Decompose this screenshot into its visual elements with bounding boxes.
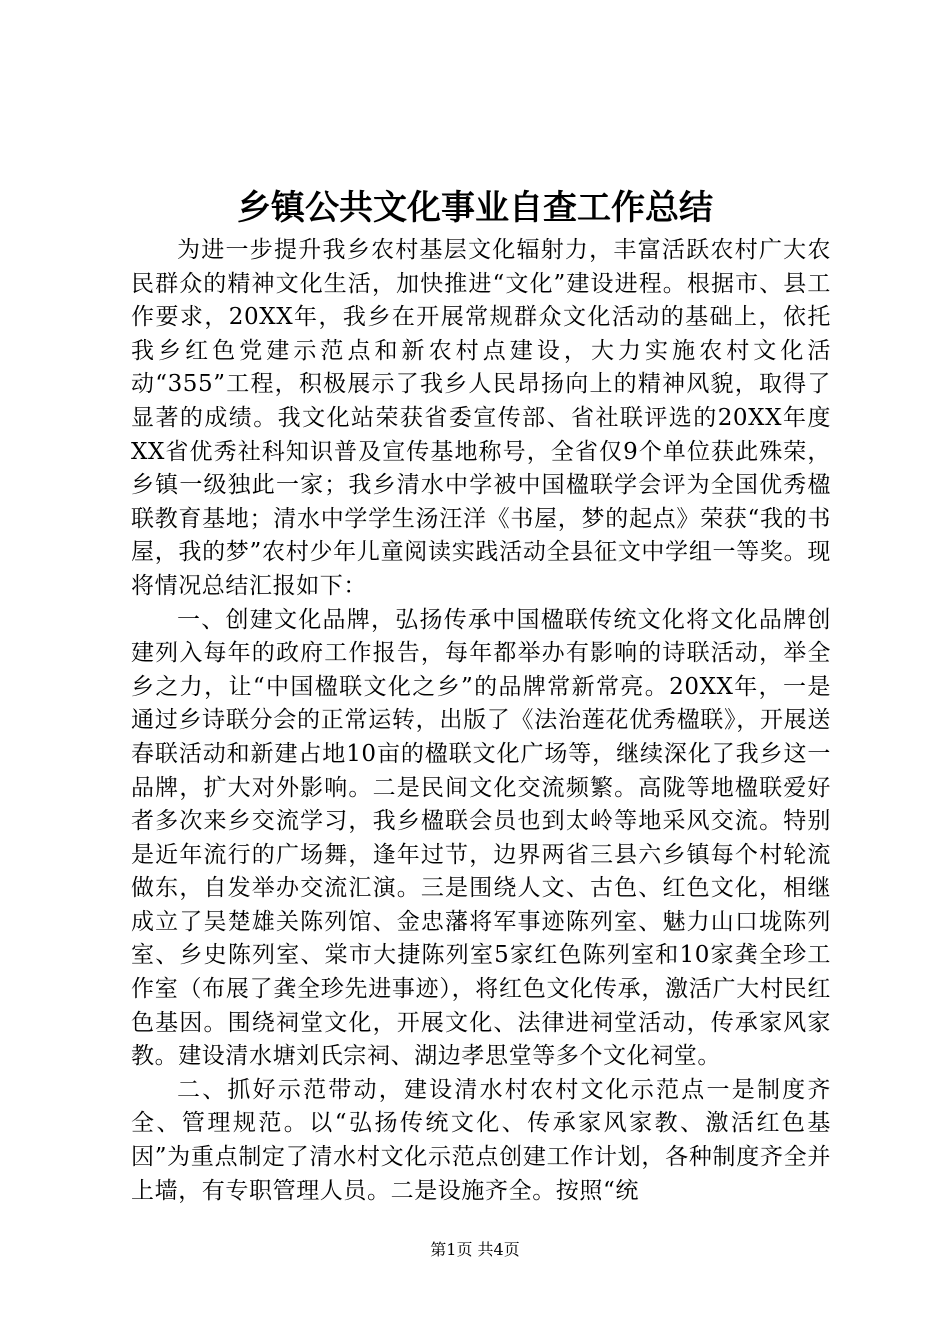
document-title: 乡镇公共文化事业自查工作总结 (237, 188, 713, 228)
document-body (131, 234, 831, 1208)
paragraph-section-two: 二、抓好示范带动，建设清水村农村文化示范点一是制度齐全、管理规范。以“弘扬传统文化、传承家风家教、激活红色基因”为重点制定了清水村文化示范点创建工作计划，各种制度齐全并上墙，有专职管理人员。二是设施齐全。按照“统 (131, 1076, 831, 1204)
page-number-footer: 第1页 共4页 (430, 1240, 520, 1259)
paragraph-intro: 为进一步提升我乡农村基层文化辐射力，丰富活跃农村广大农民群众的精神文化生活，加快推进“文化”建设进程。根据市、县工作要求，20XX年，我乡在开展常规群众文化活动的基础上，依托我乡红色党建示范点和新农村点建设，大力实施农村文化活动“355”工程，积极展示了我乡人民昂扬向上的精神风貌，取得了显著的成绩。我文化站荣获省委宣传部、省社联评选的20XX年度XX省优秀社科知识普及宣传基地称号，全省仅9个单位获此殊荣，乡镇一级独此一家；我乡清水中学被中国楹联学会评为全国优秀楹联教育基地；清水中学学生汤汪洋《书屋，梦的起点》荣获“我的书屋，我的梦”农村少年儿童阅读实践活动全县征文中学组一等奖。现将情况总结汇报如下： (131, 237, 831, 599)
paragraph-section-one: 一、创建文化品牌，弘扬传承中国楹联传统文化将文化品牌创建列入每年的政府工作报告，每年都举办有影响的诗联活动，举全乡之力，让“中国楹联文化之乡”的品牌常新常亮。20XX年，一是通过乡诗联分会的正常运转，出版了《法治莲花优秀楹联》，开展送春联活动和新建占地10亩的楹联文化广场等，继续深化了我乡这一品牌，扩大对外影响。二是民间文化交流频繁。高陇等地楹联爱好者多次来乡交流学习，我乡楹联会员也到太岭等地采风交流。特别是近年流行的广场舞，逢年过节，边界两省三县六乡镇每个村轮流做东，自发举办交流汇演。三是围绕人文、古色、红色文化，相继成立了吴楚雄关陈列馆、金忠藩将军事迹陈列室、魅力山口垅陈列室、乡史陈列室、棠市大捷陈列室5家红色陈列室和10家龚全珍工作室（布展了龚全珍先进事迹），将红色文化传承，激活广大村民红色基因。围绕祠堂文化，开展文化、法律进祠堂活动，传承家风家教。建设清水塘刘氏宗祠、湖边孝思堂等多个文化祠堂。 (131, 606, 831, 1070)
